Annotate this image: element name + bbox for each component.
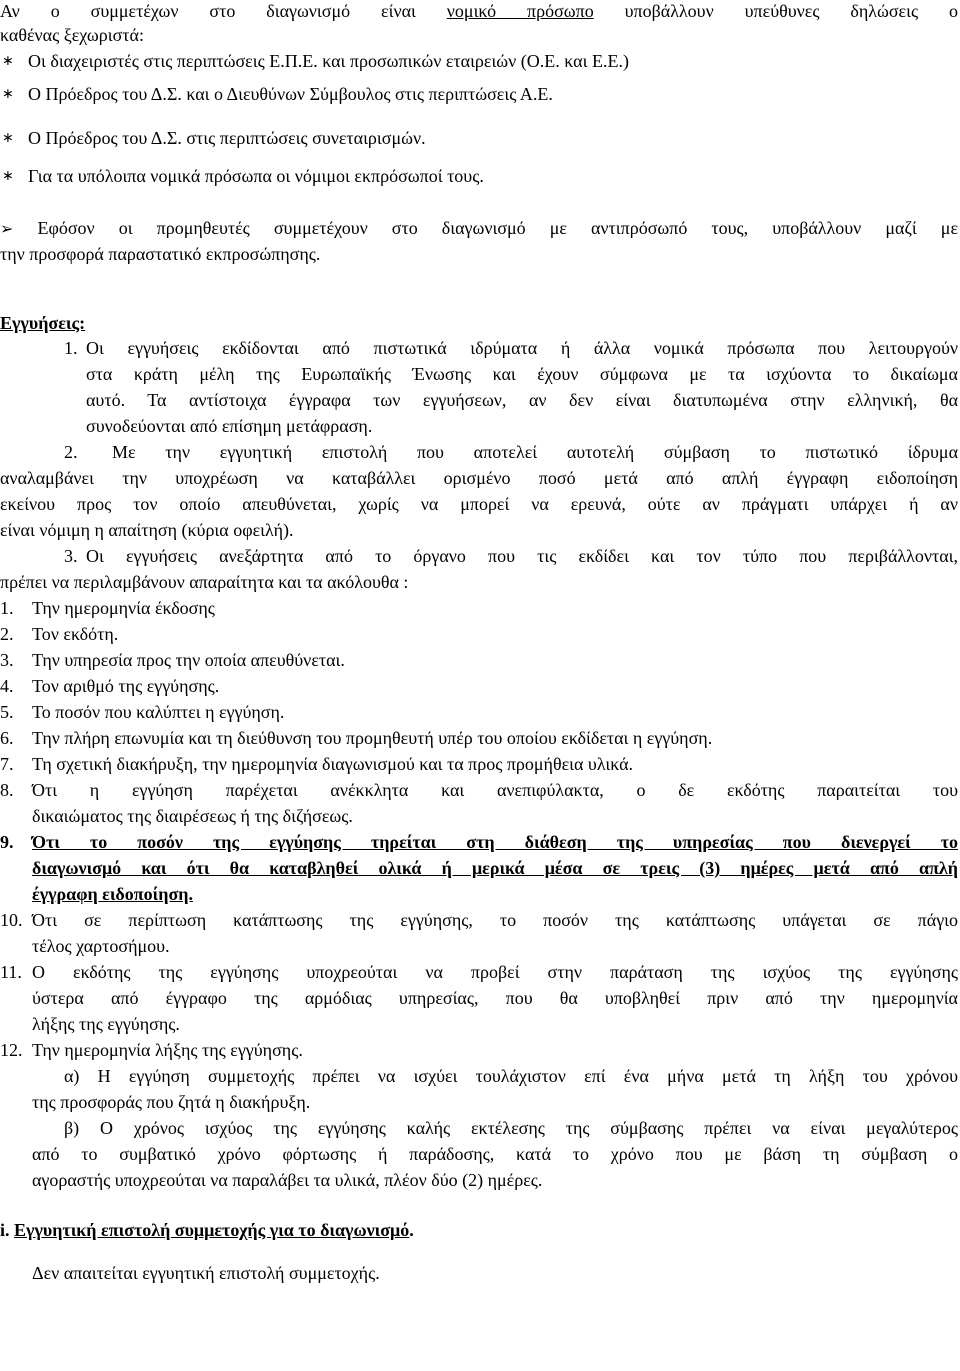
asterisk-bullet-icon: ∗ <box>2 168 14 184</box>
list-item-number: 12. <box>0 1040 23 1060</box>
intro-paragraph-line-1 <box>0 0 958 22</box>
section-i-heading: i. Εγγυητική επιστολή συμμετοχής για το διαγωνισμό. <box>0 1220 414 1240</box>
beta-line: αγοραστής υποχρεούται να παραλάβει τα υλικά, πλέον δύο (2) ημέρες. <box>32 1170 543 1190</box>
intro-text-cont: υποβάλλουν υπεύθυνες δηλώσεις ο <box>593 1 958 21</box>
beta-line: από το συμβατικό χρόνο φόρτωσης ή παράδοσης, κατά το χρόνο που με βάση τη σύμβαση ο <box>32 1144 958 1164</box>
arrow-paragraph-line-2: την προσφορά παραστατικό εκπροσώπησης. <box>0 244 321 264</box>
list-item: Τον εκδότη. <box>32 624 119 644</box>
list-item-number: 6. <box>0 728 14 748</box>
list-item-number: 11. <box>0 962 22 982</box>
item-8-line: δικαιώματος της διαιρέσεως ή της διζήσεως. <box>32 806 353 826</box>
alpha-line: α) Η εγγύηση συμμετοχής πρέπει να ισχύει τουλάχιστον επί ένα μήνα μετά τη λήξη του χρόνου <box>64 1066 958 1086</box>
item-2-line: Με την εγγυητική επιστολή που αποτελεί αυτοτελή σύμβαση το πιστωτικό ίδρυμα <box>112 442 958 462</box>
item-2-line: είναι νόμιμη η απαίτηση (κύρια οφειλή). <box>0 520 294 540</box>
item-9-line: διαγωνισμό και ότι θα καταβληθεί ολικά ή μερικά μέσα σε τρεις (3) ημέρες μετά από απλή <box>32 858 958 878</box>
list-item: Την υπηρεσία προς την οποία απευθύνεται. <box>32 650 345 670</box>
list-item-number: 4. <box>0 676 14 696</box>
item-1-line: αυτό. Τα αντίστοιχα έγγραφα των εγγυήσεων, αν δεν είναι διατυπωμένα στην ελληνική, θα <box>86 390 958 410</box>
item-number: 1. <box>64 338 78 358</box>
item-3-line: πρέπει να περιλαμβάνουν απαραίτητα και τα ακόλουθα : <box>0 572 409 592</box>
arrow-text: Εφόσον οι προμηθευτές συμμετέχουν στο διαγωνισμό με αντιπρόσωπό τους, υποβάλλουν μαζί με <box>37 218 958 238</box>
list-item: Τη σχετική διακήρυξη, την ημερομηνία διαγωνισμού και τα προς προμήθεια υλικά. <box>32 754 634 774</box>
bullet-item: Ο Πρόεδρος του Δ.Σ. και ο Διευθύνων Σύμβουλος στις περιπτώσεις Α.Ε. <box>28 84 553 104</box>
item-number: 3. <box>64 546 78 566</box>
item-1-line: συνοδεύονται από επίσημη μετάφραση. <box>86 416 373 436</box>
item-12-text: Την ημερομηνία λήξης της εγγύησης. <box>32 1040 303 1060</box>
asterisk-bullet-icon: ∗ <box>2 53 14 69</box>
list-item: Την ημερομηνία έκδοσης <box>32 598 215 618</box>
legal-entity-term: νομικό πρόσωπο <box>446 1 594 21</box>
item-2-line: αναλαμβάνει την υποχρέωση να καταβάλλει ορισμένο ποσό μετά από απλή έγγραφη ειδοποίηση <box>0 468 958 488</box>
item-10-line: τέλος χαρτοσήμου. <box>32 936 170 956</box>
list-item-number: 1. <box>0 598 14 618</box>
item-1-line: στα κράτη μέλη της Ευρωπαϊκής Ένωσης και έχουν σύμφωνα με τα ισχύοντα το δικαίωμα <box>86 364 958 384</box>
alpha-line: της προσφοράς που ζητά η διακήρυξη. <box>32 1092 311 1112</box>
item-11-line: Ο εκδότης της εγγύησης υποχρεούται να προβεί στην παράταση της ισχύος της εγγύησης <box>32 962 958 982</box>
item-number: 2. <box>64 442 78 462</box>
asterisk-bullet-icon: ∗ <box>2 130 14 146</box>
intro-text: Αν ο συμμετέχων στο διαγωνισμό είναι <box>0 1 447 21</box>
list-item: Το ποσόν που καλύπτει η εγγύηση. <box>32 702 285 722</box>
list-item-number: 7. <box>0 754 14 774</box>
asterisk-bullet-icon: ∗ <box>2 86 14 102</box>
item-10-line: Ότι σε περίπτωση κατάπτωσης της εγγύησης, το ποσόν της κατάπτωσης υπάγεται σε πάγιο <box>32 910 958 930</box>
item-9-line: έγγραφη ειδοποίηση. <box>32 884 193 904</box>
list-item-number: 2. <box>0 624 14 644</box>
item-11-line: λήξης της εγγύησης. <box>32 1014 180 1034</box>
item-3-line: Οι εγγυήσεις ανεξάρτητα από το όργανο που τις εκδίδει και τον τύπο που περιβάλλονται, <box>86 546 958 566</box>
intro-paragraph-line-2: καθένας ξεχωριστά: <box>0 25 144 45</box>
item-1-line: Οι εγγυήσεις εκδίδονται από πιστωτικά ιδρύματα ή άλλα νομικά πρόσωπα που λειτουργούν <box>86 338 958 358</box>
section-i-text: Δεν απαιτείται εγγυητική επιστολή συμμετοχής. <box>32 1263 380 1283</box>
guarantees-heading: Εγγυήσεις: <box>0 313 86 333</box>
beta-line: β) Ο χρόνος ισχύος της εγγύησης καλής εκτέλεσης της σύμβασης πρέπει να είναι μεγαλύτερος <box>64 1118 958 1138</box>
list-item: Την πλήρη επωνυμία και τη διεύθυνση του προμηθευτή υπέρ του οποίου εκδίδεται η εγγύηση. <box>32 728 713 748</box>
list-item-number: 9. <box>0 832 14 852</box>
item-11-line: ύστερα από έγγραφο της αρμόδιας υπηρεσίας, που θα υποβληθεί πριν από την ημερομηνία <box>32 988 958 1008</box>
list-item-number: 8. <box>0 780 14 800</box>
list-item-number: 5. <box>0 702 14 722</box>
item-9-line: Ότι το ποσόν της εγγύησης τηρείται στη διάθεση της υπηρεσίας που διενεργεί το <box>32 832 958 852</box>
item-2-line: εκείνου προς τον οποίο απευθύνεται, χωρίς να μπορεί να ερευνά, ούτε αν πράγματι υπάρχει ή αν <box>0 494 958 514</box>
arrow-paragraph-line-1 <box>0 217 958 240</box>
list-item-number: 3. <box>0 650 14 670</box>
list-item-number: 10. <box>0 910 23 930</box>
list-item: Τον αριθμό της εγγύησης. <box>32 676 220 696</box>
bullet-item: Ο Πρόεδρος του Δ.Σ. στις περιπτώσεις συνεταιρισμών. <box>28 128 426 148</box>
arrow-bullet-icon: ➢ <box>0 219 14 238</box>
bullet-item: Για τα υπόλοιπα νομικά πρόσωπα οι νόμιμοι εκπρόσωποί τους. <box>28 166 484 186</box>
item-8-line: Ότι η εγγύηση παρέχεται ανέκκλητα και ανεπιφύλακτα, ο δε εκδότης παραιτείται του <box>32 780 958 800</box>
bullet-item: Οι διαχειριστές στις περιπτώσεις Ε.Π.Ε. και προσωπικών εταιρειών (Ο.Ε. και Ε.Ε.) <box>28 51 629 71</box>
